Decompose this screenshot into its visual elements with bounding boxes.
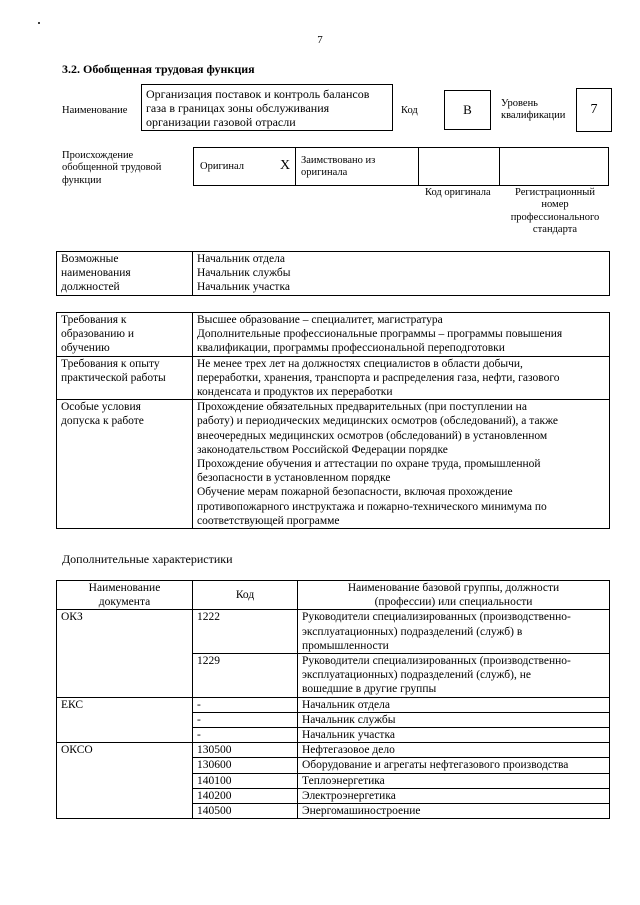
gtf-name-box — [141, 84, 393, 131]
positions-table — [56, 251, 610, 296]
name-cell: Начальник участка — [298, 728, 610, 743]
origin-divider — [418, 147, 419, 186]
code-original-label: Код оригинала — [425, 187, 491, 198]
name-cell: Начальник отдела — [298, 697, 610, 712]
scan-speck — [38, 22, 40, 24]
position-item: Начальник службы — [197, 267, 291, 280]
requirement-text: Высшее образование – специалитет, магистратура Дополнительные профессиональные программы – программы повышения квалификации, программы профессиональной переподготовки — [193, 313, 610, 357]
doc-cell: ОКСО — [57, 743, 193, 819]
name-cell: Электроэнергетика — [298, 788, 610, 803]
code-cell: 140100 — [193, 773, 298, 788]
name-cell: Руководители специализированных (производственно- эксплуатационных) подразделений (служб), не вошедшие в другие группы — [298, 654, 610, 698]
positions-values — [193, 252, 610, 296]
code-cell: - — [193, 697, 298, 712]
requirement-label: Требования к опыту практической работы — [57, 356, 193, 400]
position-item: Начальник отдела — [197, 253, 285, 265]
header-name: Наименование базовой группы, должности (профессии) или специальности — [298, 581, 610, 610]
requirement-label: Требования к образованию и обучению — [57, 313, 193, 357]
code-cell: 130500 — [193, 743, 298, 758]
table-header-row — [57, 581, 610, 610]
name-label: Наименование — [62, 105, 128, 116]
name-cell: Начальник службы — [298, 712, 610, 727]
code-cell: - — [193, 712, 298, 727]
doc-cell: ЕКС — [57, 697, 193, 743]
code-value: B — [444, 90, 491, 130]
doc-cell: ОКЗ — [57, 610, 193, 697]
borrowed-label: Заимствовано из оригинала — [301, 155, 376, 179]
header-doc: Наименование документа — [57, 581, 193, 610]
reg-number-label: Регистрационный номер профессионального стандарта — [510, 187, 600, 236]
table-row — [57, 743, 610, 758]
gtf-name-line: Организация поставок и контроль балансов — [146, 87, 370, 101]
table-row — [57, 356, 610, 400]
table-row — [57, 400, 610, 529]
section-title: 3.2. Обобщенная трудовая функция — [62, 62, 255, 76]
code-label: Код — [401, 105, 418, 116]
requirement-text: Не менее трех лет на должностях специалистов в области добычи, переработки, хранения, транспорта и распределения газа, нефти, газового конденсата и продуктов их переработки — [193, 356, 610, 400]
name-cell: Нефтегазовое дело — [298, 743, 610, 758]
code-cell: 1222 — [193, 610, 298, 654]
table-row — [57, 697, 610, 712]
requirements-table — [56, 312, 610, 529]
requirement-label: Особые условия допуска к работе — [57, 400, 193, 529]
name-cell: Теплоэнергетика — [298, 773, 610, 788]
header-code: Код — [193, 581, 298, 610]
level-value: 7 — [576, 88, 612, 132]
code-cell: - — [193, 728, 298, 743]
code-cell: 1229 — [193, 654, 298, 698]
code-cell: 140500 — [193, 804, 298, 819]
origin-divider — [499, 147, 500, 186]
name-cell: Руководители специализированных (производственно- эксплуатационных) подразделений (служб) в промышленности — [298, 610, 610, 654]
original-mark: X — [280, 158, 291, 173]
code-cell: 130600 — [193, 758, 298, 773]
position-item: Начальник участка — [197, 281, 290, 294]
level-label: Уровень квалификации — [501, 98, 566, 122]
origin-label: Происхождение обобщенной трудовой функции — [62, 150, 162, 186]
code-cell: 140200 — [193, 788, 298, 803]
table-row — [57, 313, 610, 357]
origin-divider — [295, 147, 296, 186]
additional-table — [56, 580, 610, 819]
name-cell: Энергомашиностроение — [298, 804, 610, 819]
gtf-name-line: газа в границах зоны обслуживания — [146, 101, 330, 115]
gtf-name-line: организации газовой отрасли — [146, 115, 296, 129]
original-label: Оригинал — [200, 161, 244, 172]
requirement-text: Прохождение обязательных предварительных (при поступлении на работу) и периодических медицинских осмотров (обследований), а также внеочередных медицинских осмотров (обследований) в установленном законодательством Российской Федерации порядке Прохождение обучения и аттестации по охране труда, промышленной безопасности в установленном порядке Обучение мерам пожарной безопасности, включая прохождение противопожарного инструктажа и пожарно-технического минимума по соответствующей программе — [193, 400, 610, 529]
origin-box — [193, 147, 609, 186]
positions-label: Возможные наименования должностей — [57, 252, 193, 296]
name-cell: Оборудование и агрегаты нефтегазового производства — [298, 758, 610, 773]
page-number: 7 — [317, 34, 323, 46]
table-row — [57, 610, 610, 654]
additional-title: Дополнительные характеристики — [62, 552, 233, 566]
